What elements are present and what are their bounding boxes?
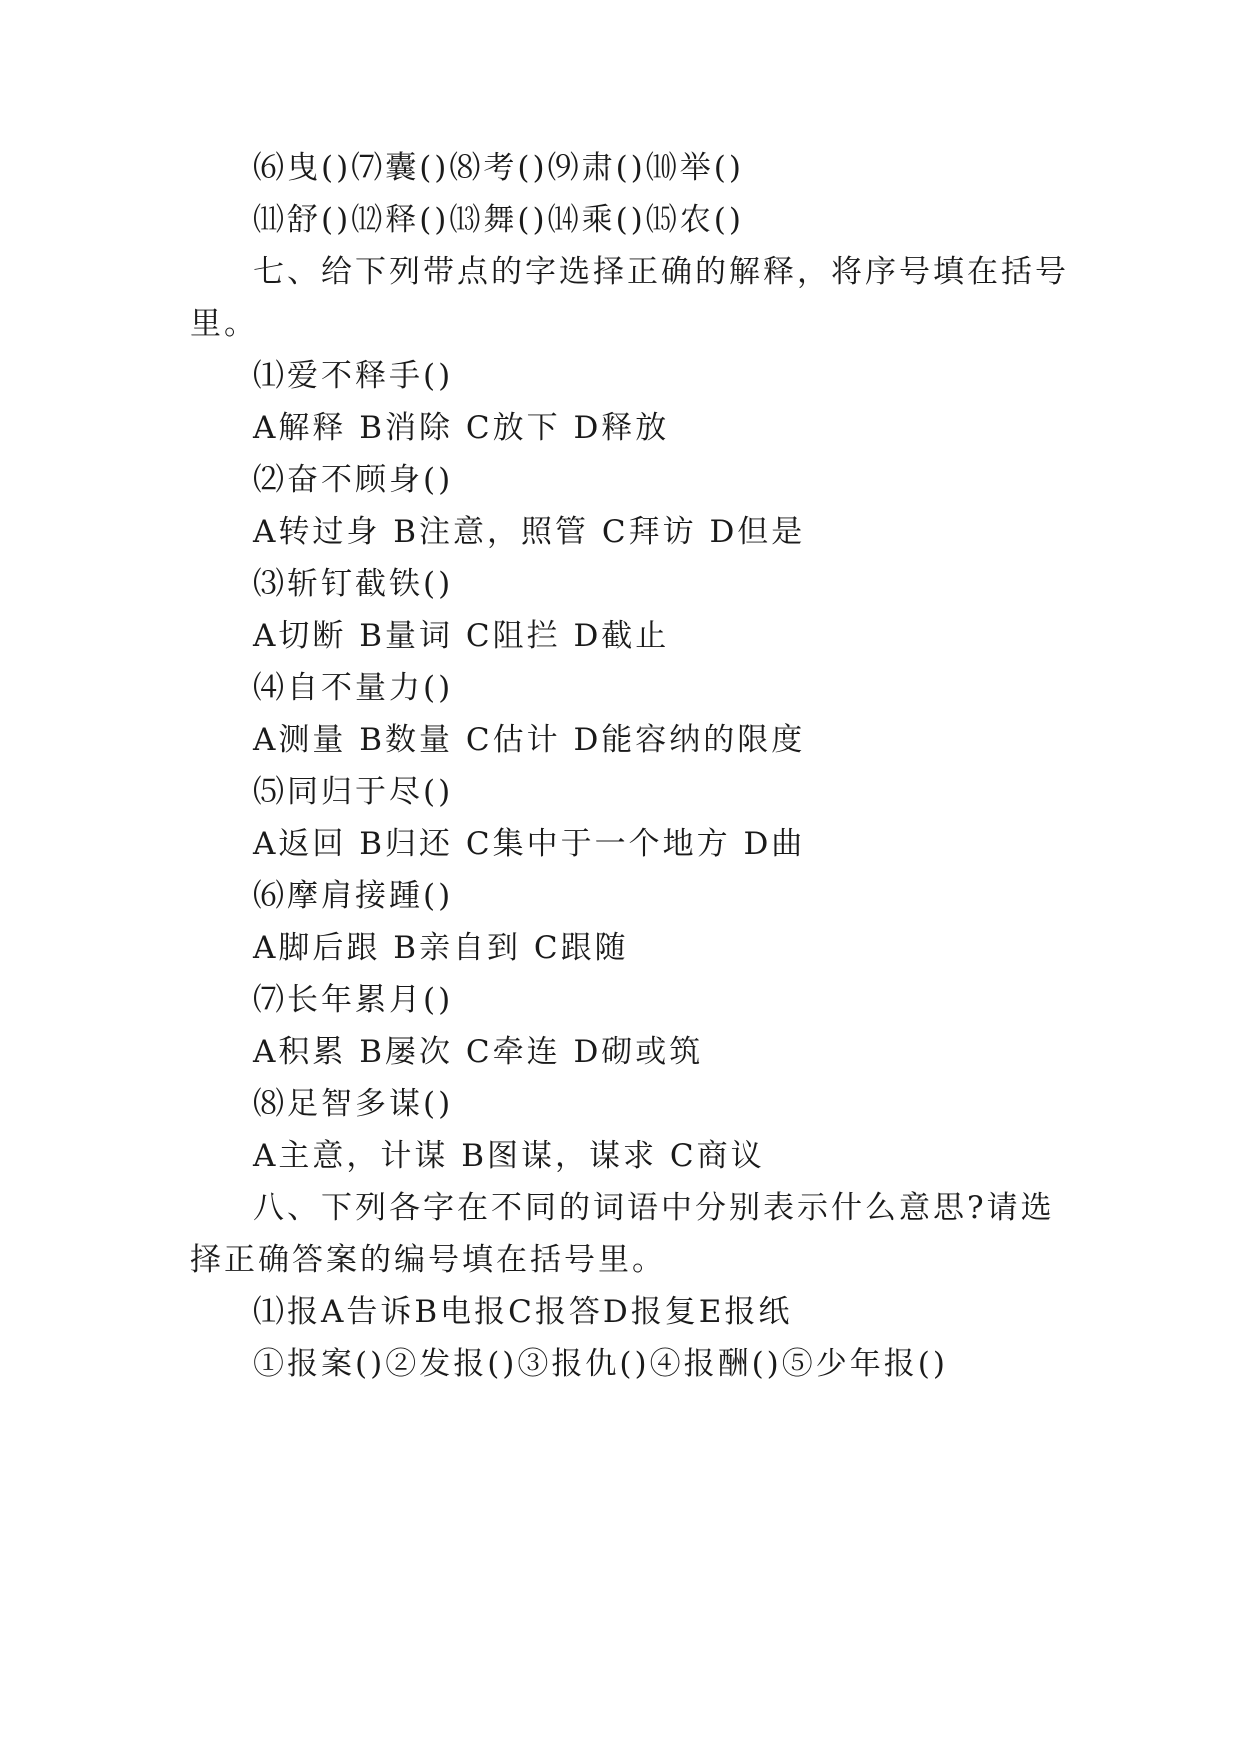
question-8: ⑻足智多谋() [253,1086,454,1122]
options-3: A切断 B量词 C阻拦 D截止 [253,618,670,654]
options-8: A主意，计谋 B图谋，谋求 C商议 [253,1138,765,1174]
question-1: ⑴爱不释手() [253,358,454,394]
section-seven-heading-cont: 里。 [190,306,258,342]
question-6: ⑹摩肩接踵() [253,878,454,914]
question-bao: ⑴报A告诉B电报C报答D报复E报纸 [253,1294,793,1330]
section-eight-heading: 八、下列各字在不同的词语中分别表示什么意思?请选 [253,1190,1055,1226]
options-1: A解释 B消除 C放下 D释放 [253,410,670,446]
question-5: ⑸同归于尽() [253,774,454,810]
section-eight-heading-cont: 择正确答案的编号填在括号里。 [190,1242,666,1278]
options-2: A转过身 B注意，照管 C拜访 D但是 [253,514,806,550]
question-4: ⑷自不量力() [253,670,454,706]
options-6: A脚后跟 B亲自到 C跟随 [253,930,629,966]
section-seven-heading: 七、给下列带点的字选择正确的解释，将序号填在括号 [253,254,1069,290]
exercise-line-11-15: ⑾舒()⑿释()⒀舞()⒁乘()⒂农() [253,202,744,238]
options-7: A积累 B屡次 C牵连 D砌或筑 [253,1034,704,1070]
exercise-line-6-10: ⑹曳()⑺囊()⑻考()⑼肃()⑽举() [253,150,744,186]
question-3: ⑶斩钉截铁() [253,566,454,602]
options-4: A测量 B数量 C估计 D能容纳的限度 [253,722,806,758]
question-2: ⑵奋不顾身() [253,462,454,498]
options-5: A返回 B归还 C集中于一个地方 D曲 [253,826,806,862]
answers-bao: ①报案()②发报()③报仇()④报酬()⑤少年报() [253,1346,948,1382]
question-7: ⑺长年累月() [253,982,454,1018]
